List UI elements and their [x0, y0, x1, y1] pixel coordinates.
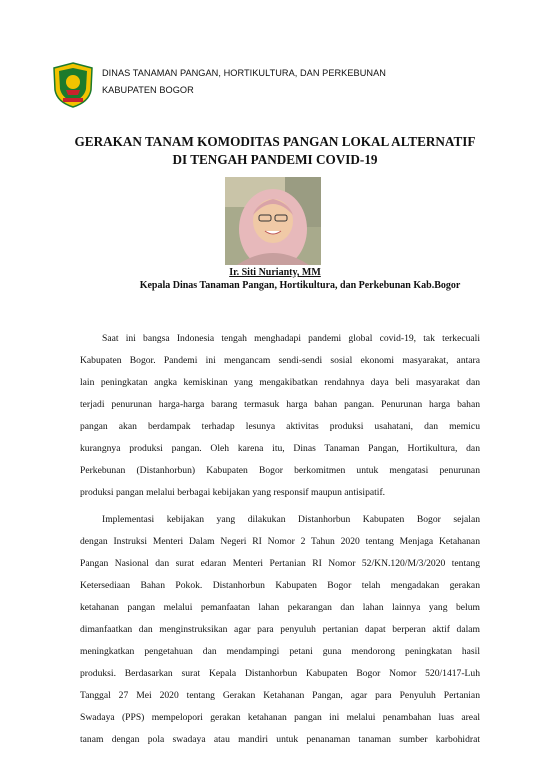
paragraph [80, 328, 480, 504]
text-line: Implementasi kebijakan yang dilakukan Distanhorbun Kabupaten Bogor sejalan [102, 514, 480, 525]
regency-name: KABUPATEN BOGOR [102, 85, 194, 95]
title-line-2: DI TENGAH PANDEMI COVID-19 [172, 151, 378, 167]
letterhead-text [102, 65, 386, 99]
text-line: Pangan Nasional dan surat edaran Menteri Pertanian RI Nomor 52/KN.120/M/3/2020 tentang [80, 558, 480, 569]
agency-name: DINAS TANAMAN PANGAN, HORTIKULTURA, DAN PERKEBUNAN [102, 68, 386, 78]
author-photo [225, 177, 321, 265]
text-line: dengan Instruksi Menteri Dalam Negeri RI Nomor 2 Tahun 2020 tentang Menjaga Ketahanan [80, 536, 480, 547]
text-line: Perkebunan (Distanhorbun) Kabupaten Bogor berkomitmen untuk mengatasi penurunan [80, 465, 480, 476]
text-line: pangan akan berdampak terhadap lesunya aktivitas produksi usahatani, dan memicu [80, 421, 480, 432]
article-title [40, 133, 510, 168]
text-line: lain peningkatan angka kemiskinan yang mengakibatkan rendahnya daya beli masyarakat dan [80, 377, 480, 388]
text-line: Kabupaten Bogor. Pandemi ini mengancam sendi-sendi sosial ekonomi masyarakat, antara [80, 355, 480, 366]
text-line: ketahanan pangan melalui pemanfaatan lahan pekarangan dan lahan lainnya yang belum [80, 602, 480, 613]
paragraph [80, 509, 480, 751]
letterhead [52, 62, 472, 108]
text-line: Ketersediaan Bahan Pokok. Distanhorbun Kabupaten Bogor telah mengadakan gerakan [80, 580, 480, 591]
text-line: Saat ini bangsa Indonesia tengah menghadapi pandemi global covid-19, tak terkecuali [102, 333, 480, 344]
text-line: produksi pangan melalui berbagai kebijakan yang responsif maupun antisipatif. [80, 487, 386, 498]
text-line: terjadi penurunan harga-harga barang termasuk harga bahan pangan. Penurunan harga bahan [80, 399, 480, 410]
text-line: meningkatkan pengetahuan dan mendampingi petani guna mendorong peningkatan hasil [80, 646, 480, 657]
author-name: Ir. Siti Nurianty, MM [229, 267, 321, 278]
text-line: tanam dengan pola swadaya atau mandiri untuk penanaman tanaman sumber karbohidrat [80, 734, 480, 745]
text-line: produksi. Berdasarkan surat Kepala Distanhorbun Kabupaten Bogor Nomor 520/1417-Luh [80, 668, 480, 679]
text-line: Tanggal 27 Mei 2020 tentang Gerakan Ketahanan Pangan, agar para Penyuluh Pertanian [80, 690, 480, 701]
kabupaten-bogor-logo-icon [52, 62, 94, 108]
text-line: Swadaya (PPS) mempelopori gerakan ketahanan pangan ini melalui penambahan luas areal [80, 712, 480, 723]
text-line: dimanfaatkan dan menginstruksikan agar para penyuluh pertanian dapat berperan aktif dalam [80, 624, 480, 635]
article-body [80, 328, 480, 756]
text-line: kurangnya produksi pangan. Oleh karena itu, Dinas Tanaman Pangan, Hortikultura, dan [80, 443, 480, 454]
author-position: Kepala Dinas Tanaman Pangan, Hortikultura, dan Perkebunan Kab.Bogor [139, 280, 461, 291]
title-line-1: GERAKAN TANAM KOMODITAS PANGAN LOKAL ALTERNATIF [74, 134, 476, 149]
